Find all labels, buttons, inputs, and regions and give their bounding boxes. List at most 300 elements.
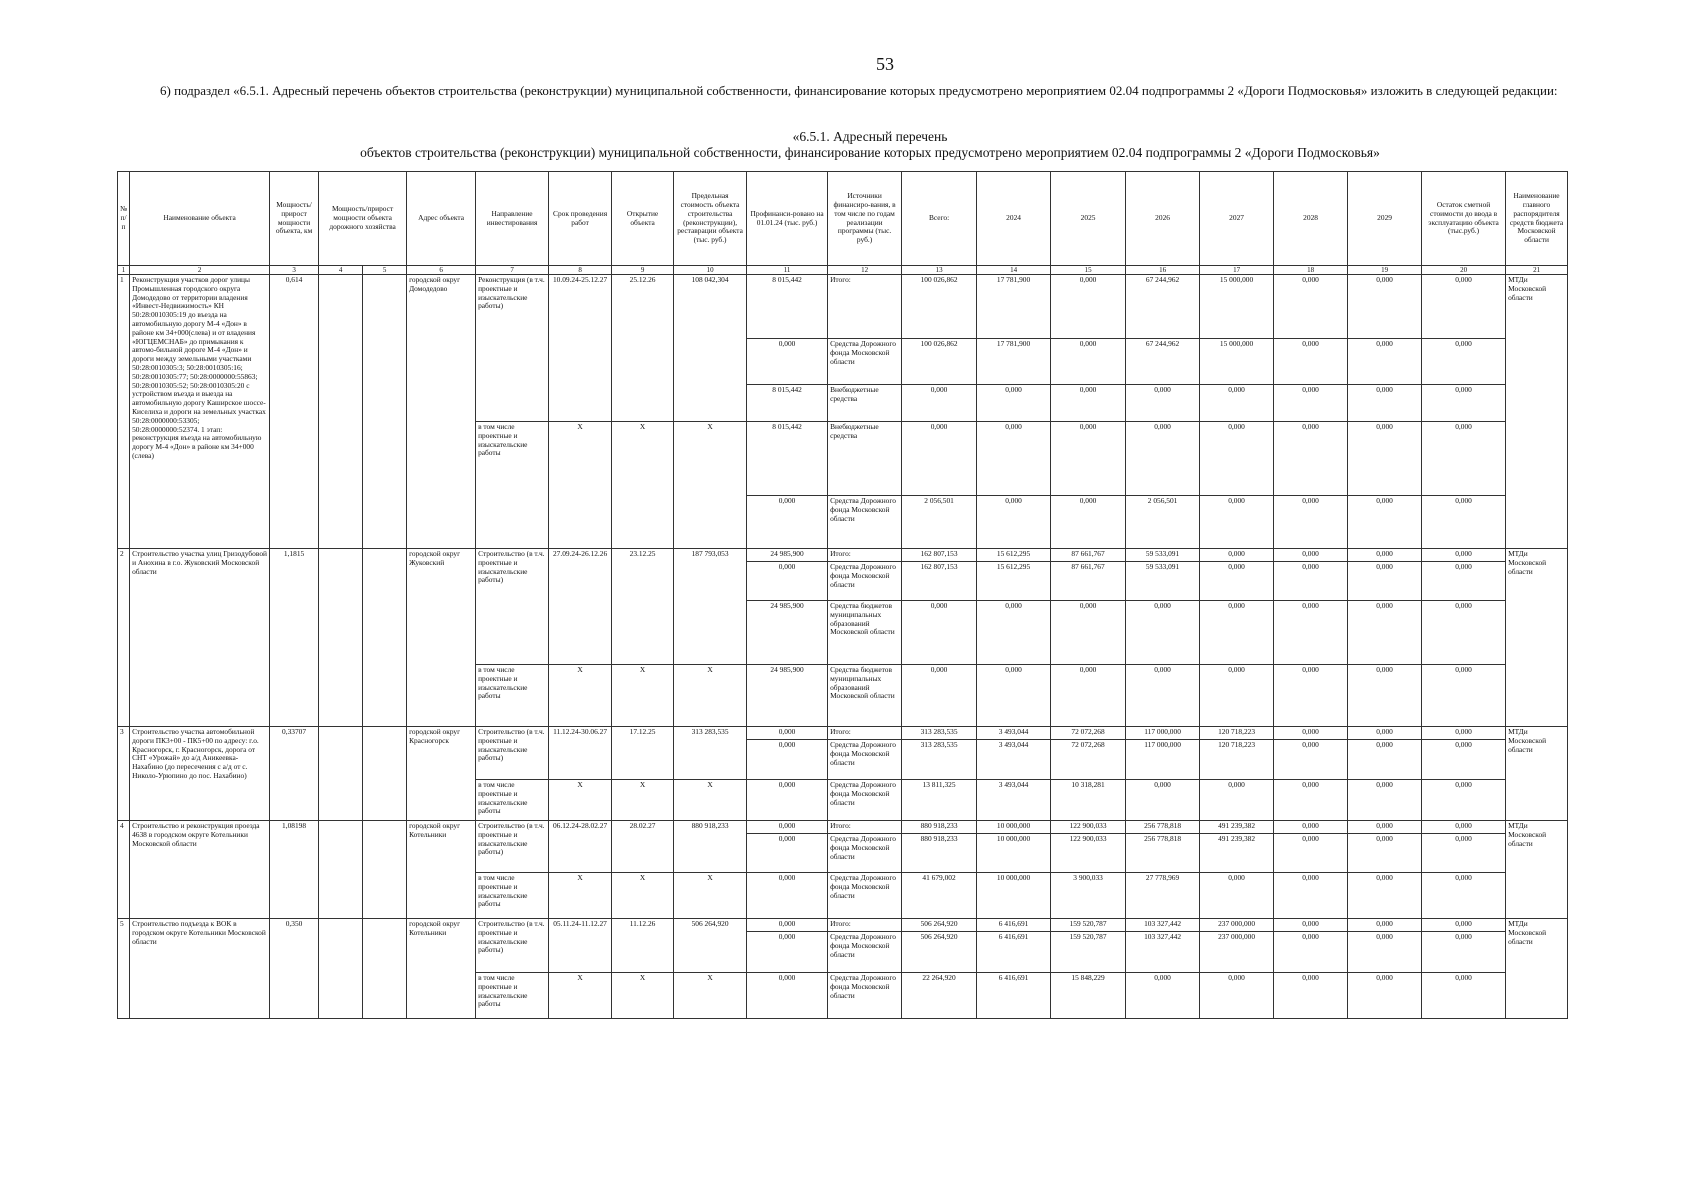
- object-number: 5: [118, 919, 130, 1019]
- year-2026-value: 0,000: [1126, 665, 1200, 727]
- financed-value: 0,000: [747, 496, 828, 549]
- year-2026-value: 103 327,442: [1126, 932, 1200, 973]
- remaining-cost: 0,000: [1422, 932, 1506, 973]
- year-2027-value: 0,000: [1200, 780, 1274, 821]
- x-mark: Х: [549, 780, 612, 821]
- year-2025-value: 0,000: [1051, 496, 1126, 549]
- header-cell: Предельная стоимость объекта строительства (реконструкции), реставрации объекта (тыс. руб.): [674, 172, 747, 266]
- work-period: 27.09.24-26.12.26: [549, 549, 612, 665]
- section-subtitle: объектов строительства (реконструкции) муниципальной собственности, финансирование которых предусмотрено мероприятием 02.04 подпрограммы 2 «Дороги Подмосковья»: [360, 145, 1380, 160]
- financed-value: 24 985,900: [747, 549, 828, 562]
- year-2024-value: 10 000,000: [977, 834, 1051, 873]
- object-power: 1,08198: [270, 821, 319, 919]
- remaining-cost: 0,000: [1422, 275, 1506, 339]
- year-2028-value: 0,000: [1274, 549, 1348, 562]
- year-2026-value: 117 000,000: [1126, 727, 1200, 740]
- financed-value: 0,000: [747, 727, 828, 740]
- header-cell: Адрес объекта: [407, 172, 476, 266]
- object-number: 1: [118, 275, 130, 549]
- object-name: Строительство участка улиц Гризодубовой и Анохина в г.о. Жуковский Московской области: [130, 549, 270, 727]
- year-2024-value: 17 781,900: [977, 275, 1051, 339]
- column-number: 1: [118, 266, 130, 275]
- header-cell: Направление инвестирования: [476, 172, 549, 266]
- total-value: 41 679,002: [902, 873, 977, 919]
- remaining-cost: 0,000: [1422, 834, 1506, 873]
- cost-limit: 880 918,233: [674, 821, 747, 873]
- total-value: 100 026,862: [902, 275, 977, 339]
- year-2029-value: 0,000: [1348, 549, 1422, 562]
- year-2026-value: 27 778,969: [1126, 873, 1200, 919]
- total-value: 0,000: [902, 665, 977, 727]
- x-mark: Х: [674, 665, 747, 727]
- year-2024-value: 15 612,295: [977, 562, 1051, 601]
- x-mark: Х: [612, 780, 674, 821]
- cost-limit: 506 264,920: [674, 919, 747, 973]
- year-2024-value: 3 493,044: [977, 740, 1051, 780]
- total-value: 0,000: [902, 385, 977, 422]
- year-2026-value: 0,000: [1126, 385, 1200, 422]
- year-2029-value: 0,000: [1348, 932, 1422, 973]
- remaining-cost: 0,000: [1422, 385, 1506, 422]
- header-cell: Профинанси-ровано на 01.01.24 (тыс. руб.): [747, 172, 828, 266]
- year-2025-value: 0,000: [1051, 339, 1126, 385]
- year-2029-value: 0,000: [1348, 601, 1422, 665]
- financed-value: 0,000: [747, 919, 828, 932]
- year-2026-value: 0,000: [1126, 973, 1200, 1019]
- total-value: 0,000: [902, 601, 977, 665]
- financed-value: 0,000: [747, 834, 828, 873]
- year-2027-value: 120 718,223: [1200, 740, 1274, 780]
- object-name: Строительство участка автомобильной дороги ПК3+00 - ПК5+00 по адресу: г.о. Красногорск, г. Красногорск, дорога от СНТ «Урожай» до а/д Аникеевка-Нахабино (до пересечения с а/д от с. Николо-Урюпино до пос. Нахабино): [130, 727, 270, 821]
- section-title: «6.5.1. Адресный перечень: [792, 129, 948, 144]
- total-value: 100 026,862: [902, 339, 977, 385]
- object-power: 1,1815: [270, 549, 319, 727]
- object-address: городской округ Красногорск: [407, 727, 476, 821]
- column-number: 11: [747, 266, 828, 275]
- year-2024-value: 0,000: [977, 665, 1051, 727]
- year-2028-value: 0,000: [1274, 562, 1348, 601]
- year-2028-value: 0,000: [1274, 973, 1348, 1019]
- year-2029-value: 0,000: [1348, 780, 1422, 821]
- year-2024-value: 3 493,044: [977, 727, 1051, 740]
- financed-value: 0,000: [747, 740, 828, 780]
- year-2025-value: 3 900,033: [1051, 873, 1126, 919]
- column-number: 6: [407, 266, 476, 275]
- column-number: 9: [612, 266, 674, 275]
- object-address: городской округ Домодедово: [407, 275, 476, 549]
- header-row: [118, 172, 1568, 266]
- year-2025-value: 0,000: [1051, 275, 1126, 339]
- header-cell: Всего:: [902, 172, 977, 266]
- year-2024-value: 6 416,691: [977, 932, 1051, 973]
- table-row: [118, 727, 1568, 740]
- header-cell: 2024: [977, 172, 1051, 266]
- object-power-road: [319, 727, 363, 821]
- x-mark: Х: [612, 973, 674, 1019]
- budget-owner: МТДи Московской области: [1506, 919, 1568, 1019]
- object-power-road-extra: [363, 821, 407, 919]
- column-number: 20: [1422, 266, 1506, 275]
- column-number: 19: [1348, 266, 1422, 275]
- cost-limit: 108 042,304: [674, 275, 747, 422]
- object-name: Реконструкция участков дорог улицы Промышленная городского округа Домодедово от территории владения «Инвест-Недвижимость» КН 50:28:0010305:19 до въезда на автомобильную дорогу М-4 «Дон» в районе км 34+000(слева) и от владения «ЮГЦЕМСНАБ» до примыкания к автомо-бильной дороге М-4 «Дон» и дороги между земельными участками 50:28:0010305:3; 50:28:0010305:16; 50:28:0010305:77; 50:28:0000000:55863; 50:28:0010305:52; 50:28:0010305:20 с устройством въезда и выезда на автомобильную дорогу Каширское шоссе-Киселиха и дороги на земельных участках 50:28:0000000:53305; 50:28:0000000:52374. 1 этап: реконструкция въезда на автомобильную дорогу М-4 «Дон» в районе км 34+000 (слева): [130, 275, 270, 549]
- object-name: Строительство и реконструкция проезда 4638 в городском округе Котельники Московской области: [130, 821, 270, 919]
- year-2026-value: 103 327,442: [1126, 919, 1200, 932]
- year-2029-value: 0,000: [1348, 873, 1422, 919]
- year-2027-value: 0,000: [1200, 973, 1274, 1019]
- column-number: 4: [319, 266, 363, 275]
- remaining-cost: 0,000: [1422, 339, 1506, 385]
- year-2028-value: 0,000: [1274, 665, 1348, 727]
- object-opening: 25.12.26: [612, 275, 674, 422]
- year-2027-value: 120 718,223: [1200, 727, 1274, 740]
- year-2028-value: 0,000: [1274, 821, 1348, 834]
- year-2026-value: 67 244,962: [1126, 275, 1200, 339]
- year-2027-value: 0,000: [1200, 665, 1274, 727]
- column-number: 18: [1274, 266, 1348, 275]
- column-number: 8: [549, 266, 612, 275]
- header-cell: 2027: [1200, 172, 1274, 266]
- budget-owner: МТДи Московской области: [1506, 821, 1568, 919]
- object-number: 4: [118, 821, 130, 919]
- table-row: [118, 919, 1568, 932]
- funding-source: Средства бюджетов муниципальных образований Московской области: [828, 601, 902, 665]
- object-power-road-extra: [363, 549, 407, 727]
- year-2024-value: 10 000,000: [977, 873, 1051, 919]
- remaining-cost: 0,000: [1422, 740, 1506, 780]
- funding-source: Итого:: [828, 727, 902, 740]
- object-power-road: [319, 549, 363, 727]
- funding-source: Средства Дорожного фонда Московской области: [828, 973, 902, 1019]
- year-2028-value: 0,000: [1274, 740, 1348, 780]
- funding-source: Итого:: [828, 275, 902, 339]
- address-list-table: [117, 171, 1568, 1019]
- year-2025-value: 72 072,268: [1051, 727, 1126, 740]
- total-value: 2 056,501: [902, 496, 977, 549]
- remaining-cost: 0,000: [1422, 727, 1506, 740]
- total-value: 0,000: [902, 422, 977, 496]
- x-mark: Х: [612, 422, 674, 549]
- financed-value: 8 015,442: [747, 275, 828, 339]
- object-power: 0,350: [270, 919, 319, 1019]
- header-cell: Срок проведения работ: [549, 172, 612, 266]
- header-cell: Открытие объекта: [612, 172, 674, 266]
- remaining-cost: 0,000: [1422, 665, 1506, 727]
- financed-value: 0,000: [747, 821, 828, 834]
- year-2025-value: 0,000: [1051, 385, 1126, 422]
- year-2024-value: 6 416,691: [977, 973, 1051, 1019]
- header-cell: Мощность/прирост мощности объекта дорожного хозяйства: [319, 172, 407, 266]
- object-address: городской округ Котельники: [407, 919, 476, 1019]
- funding-source: Средства Дорожного фонда Московской области: [828, 780, 902, 821]
- x-mark: Х: [674, 422, 747, 549]
- object-opening: 11.12.26: [612, 919, 674, 973]
- year-2026-value: 256 778,818: [1126, 821, 1200, 834]
- remaining-cost: 0,000: [1422, 821, 1506, 834]
- year-2025-value: 87 661,767: [1051, 549, 1126, 562]
- year-2027-value: 237 000,000: [1200, 919, 1274, 932]
- year-2029-value: 0,000: [1348, 919, 1422, 932]
- financed-value: 24 985,900: [747, 665, 828, 727]
- year-2027-value: 0,000: [1200, 873, 1274, 919]
- column-number: 7: [476, 266, 549, 275]
- year-2028-value: 0,000: [1274, 873, 1348, 919]
- column-number: 13: [902, 266, 977, 275]
- year-2026-value: 256 778,818: [1126, 834, 1200, 873]
- remaining-cost: 0,000: [1422, 601, 1506, 665]
- header-cell: Источники финансиро-вания, в том числе по годам реализации программы (тыс. руб.): [828, 172, 902, 266]
- x-mark: Х: [674, 780, 747, 821]
- total-value: 162 807,153: [902, 562, 977, 601]
- year-2028-value: 0,000: [1274, 780, 1348, 821]
- year-2028-value: 0,000: [1274, 601, 1348, 665]
- column-number: 16: [1126, 266, 1200, 275]
- object-power-road-extra: [363, 275, 407, 549]
- year-2029-value: 0,000: [1348, 562, 1422, 601]
- column-number: 3: [270, 266, 319, 275]
- year-2027-value: 0,000: [1200, 422, 1274, 496]
- total-value: 22 264,920: [902, 973, 977, 1019]
- year-2029-value: 0,000: [1348, 834, 1422, 873]
- year-2026-value: 59 533,091: [1126, 549, 1200, 562]
- table-row: [118, 821, 1568, 834]
- table-row: [118, 549, 1568, 562]
- year-2026-value: 2 056,501: [1126, 496, 1200, 549]
- total-value: 880 918,233: [902, 821, 977, 834]
- financed-value: 8 015,442: [747, 422, 828, 496]
- funding-source: Средства Дорожного фонда Московской области: [828, 339, 902, 385]
- column-number: 5: [363, 266, 407, 275]
- financed-value: 8 015,442: [747, 385, 828, 422]
- cost-limit: 313 283,535: [674, 727, 747, 780]
- year-2025-value: 159 520,787: [1051, 932, 1126, 973]
- budget-owner: МТДи Московской области: [1506, 549, 1568, 727]
- column-number: 21: [1506, 266, 1568, 275]
- year-2027-value: 237 000,000: [1200, 932, 1274, 973]
- object-power-road-extra: [363, 727, 407, 821]
- object-power-road: [319, 275, 363, 549]
- investment-direction-design: в том числе проектные и изыскательские работы: [476, 973, 549, 1019]
- year-2024-value: 3 493,044: [977, 780, 1051, 821]
- year-2026-value: 0,000: [1126, 601, 1200, 665]
- year-2024-value: 15 612,295: [977, 549, 1051, 562]
- year-2027-value: 15 000,000: [1200, 275, 1274, 339]
- remaining-cost: 0,000: [1422, 562, 1506, 601]
- year-2029-value: 0,000: [1348, 422, 1422, 496]
- year-2027-value: 491 239,382: [1200, 834, 1274, 873]
- financed-value: 0,000: [747, 973, 828, 1019]
- column-number: 2: [130, 266, 270, 275]
- remaining-cost: 0,000: [1422, 549, 1506, 562]
- object-power-road-extra: [363, 919, 407, 1019]
- financed-value: 0,000: [747, 780, 828, 821]
- year-2026-value: 0,000: [1126, 780, 1200, 821]
- work-period: 06.12.24-28.02.27: [549, 821, 612, 873]
- object-power-road: [319, 919, 363, 1019]
- funding-source: Внебюджетные средства: [828, 422, 902, 496]
- financed-value: 0,000: [747, 932, 828, 973]
- remaining-cost: 0,000: [1422, 873, 1506, 919]
- work-period: 10.09.24-25.12.27: [549, 275, 612, 422]
- year-2026-value: 67 244,962: [1126, 339, 1200, 385]
- year-2026-value: 0,000: [1126, 422, 1200, 496]
- year-2028-value: 0,000: [1274, 834, 1348, 873]
- financed-value: 0,000: [747, 562, 828, 601]
- investment-direction-design: в том числе проектные и изыскательские работы: [476, 422, 549, 549]
- column-number: 14: [977, 266, 1051, 275]
- intro-paragraph: 6) подраздел «6.5.1. Адресный перечень объектов строительства (реконструкции) муниципальной собственности, финансирование которых предусмотрено мероприятием 02.04 подпрограммы 2 «Дороги Подмосковья» изложить в следующей редакции:: [160, 83, 1558, 98]
- funding-source: Средства бюджетов муниципальных образований Московской области: [828, 665, 902, 727]
- year-2025-value: 122 900,033: [1051, 834, 1126, 873]
- year-2029-value: 0,000: [1348, 385, 1422, 422]
- x-mark: Х: [549, 873, 612, 919]
- year-2028-value: 0,000: [1274, 932, 1348, 973]
- year-2027-value: 491 239,382: [1200, 821, 1274, 834]
- remaining-cost: 0,000: [1422, 919, 1506, 932]
- object-address: городской округ Жуковский: [407, 549, 476, 727]
- object-number: 3: [118, 727, 130, 821]
- work-period: 05.11.24-11.12.27: [549, 919, 612, 973]
- year-2024-value: 0,000: [977, 496, 1051, 549]
- funding-source: Средства Дорожного фонда Московской области: [828, 834, 902, 873]
- remaining-cost: 0,000: [1422, 780, 1506, 821]
- year-2024-value: 17 781,900: [977, 339, 1051, 385]
- x-mark: Х: [549, 973, 612, 1019]
- work-period: 11.12.24-30.06.27: [549, 727, 612, 780]
- total-value: 313 283,535: [902, 740, 977, 780]
- year-2024-value: 6 416,691: [977, 919, 1051, 932]
- investment-direction-design: в том числе проектные и изыскательские работы: [476, 780, 549, 821]
- year-2029-value: 0,000: [1348, 275, 1422, 339]
- header-cell: Мощность/ прирост мощности объекта, км: [270, 172, 319, 266]
- column-number: 17: [1200, 266, 1274, 275]
- header-cell: № п/п: [118, 172, 130, 266]
- year-2029-value: 0,000: [1348, 496, 1422, 549]
- funding-source: Итого:: [828, 821, 902, 834]
- year-2028-value: 0,000: [1274, 422, 1348, 496]
- object-address: городской округ Котельники: [407, 821, 476, 919]
- object-number: 2: [118, 549, 130, 727]
- column-number-row: [118, 266, 1568, 275]
- header-cell: Наименование главного распорядителя средств бюджета Московской области: [1506, 172, 1568, 266]
- column-number: 12: [828, 266, 902, 275]
- year-2029-value: 0,000: [1348, 821, 1422, 834]
- year-2027-value: 0,000: [1200, 562, 1274, 601]
- page-number: 53: [876, 54, 894, 74]
- header-cell: 2028: [1274, 172, 1348, 266]
- total-value: 313 283,535: [902, 727, 977, 740]
- year-2029-value: 0,000: [1348, 973, 1422, 1019]
- object-power: 0,614: [270, 275, 319, 549]
- year-2025-value: 15 848,229: [1051, 973, 1126, 1019]
- object-power-road: [319, 821, 363, 919]
- total-value: 13 811,325: [902, 780, 977, 821]
- investment-direction-design: в том числе проектные и изыскательские работы: [476, 665, 549, 727]
- year-2025-value: 0,000: [1051, 422, 1126, 496]
- year-2025-value: 0,000: [1051, 601, 1126, 665]
- year-2027-value: 0,000: [1200, 601, 1274, 665]
- table-row: [118, 275, 1568, 339]
- header-cell: 2026: [1126, 172, 1200, 266]
- year-2026-value: 59 533,091: [1126, 562, 1200, 601]
- total-value: 506 264,920: [902, 932, 977, 973]
- remaining-cost: 0,000: [1422, 422, 1506, 496]
- year-2027-value: 0,000: [1200, 496, 1274, 549]
- x-mark: Х: [612, 665, 674, 727]
- funding-source: Средства Дорожного фонда Московской области: [828, 496, 902, 549]
- object-opening: 28.02.27: [612, 821, 674, 873]
- total-value: 880 918,233: [902, 834, 977, 873]
- funding-source: Средства Дорожного фонда Московской области: [828, 932, 902, 973]
- funding-source: Средства Дорожного фонда Московской области: [828, 740, 902, 780]
- investment-direction: Строительство (в т.ч. проектные и изыскательские работы): [476, 919, 549, 973]
- funding-source: Средства Дорожного фонда Московской области: [828, 873, 902, 919]
- year-2028-value: 0,000: [1274, 727, 1348, 740]
- column-number: 10: [674, 266, 747, 275]
- year-2025-value: 159 520,787: [1051, 919, 1126, 932]
- investment-direction: Реконструкция (в т.ч. проектные и изыскательские работы): [476, 275, 549, 422]
- x-mark: Х: [549, 422, 612, 549]
- year-2029-value: 0,000: [1348, 665, 1422, 727]
- column-number: 15: [1051, 266, 1126, 275]
- object-opening: 23.12.25: [612, 549, 674, 665]
- funding-source: Итого:: [828, 549, 902, 562]
- year-2028-value: 0,000: [1274, 339, 1348, 385]
- financed-value: 24 985,900: [747, 601, 828, 665]
- year-2027-value: 0,000: [1200, 385, 1274, 422]
- year-2024-value: 0,000: [977, 601, 1051, 665]
- year-2029-value: 0,000: [1348, 727, 1422, 740]
- budget-owner: МТДи Московской области: [1506, 727, 1568, 821]
- object-power: 0,33707: [270, 727, 319, 821]
- investment-direction: Строительство (в т.ч. проектные и изыскательские работы): [476, 549, 549, 665]
- x-mark: Х: [674, 873, 747, 919]
- x-mark: Х: [674, 973, 747, 1019]
- year-2028-value: 0,000: [1274, 919, 1348, 932]
- year-2026-value: 117 000,000: [1126, 740, 1200, 780]
- header-cell: 2029: [1348, 172, 1422, 266]
- year-2024-value: 0,000: [977, 385, 1051, 422]
- year-2025-value: 87 661,767: [1051, 562, 1126, 601]
- total-value: 162 807,153: [902, 549, 977, 562]
- year-2025-value: 0,000: [1051, 665, 1126, 727]
- remaining-cost: 0,000: [1422, 973, 1506, 1019]
- cost-limit: 187 793,053: [674, 549, 747, 665]
- year-2025-value: 10 318,281: [1051, 780, 1126, 821]
- year-2027-value: 15 000,000: [1200, 339, 1274, 385]
- header-cell: 2025: [1051, 172, 1126, 266]
- year-2024-value: 0,000: [977, 422, 1051, 496]
- year-2028-value: 0,000: [1274, 385, 1348, 422]
- budget-owner: МТДи Московской области: [1506, 275, 1568, 549]
- year-2029-value: 0,000: [1348, 339, 1422, 385]
- year-2024-value: 10 000,000: [977, 821, 1051, 834]
- investment-direction: Строительство (в т.ч. проектные и изыскательские работы): [476, 821, 549, 873]
- year-2027-value: 0,000: [1200, 549, 1274, 562]
- investment-direction-design: в том числе проектные и изыскательские работы: [476, 873, 549, 919]
- investment-direction: Строительство (в т.ч. проектные и изыскательские работы): [476, 727, 549, 780]
- year-2029-value: 0,000: [1348, 740, 1422, 780]
- financed-value: 0,000: [747, 873, 828, 919]
- object-opening: 17.12.25: [612, 727, 674, 780]
- financed-value: 0,000: [747, 339, 828, 385]
- object-name: Строительство подъезда к ВОК в городском округе Котельники Московской области: [130, 919, 270, 1019]
- year-2025-value: 72 072,268: [1051, 740, 1126, 780]
- year-2028-value: 0,000: [1274, 275, 1348, 339]
- year-2025-value: 122 900,033: [1051, 821, 1126, 834]
- total-value: 506 264,920: [902, 919, 977, 932]
- funding-source: Итого:: [828, 919, 902, 932]
